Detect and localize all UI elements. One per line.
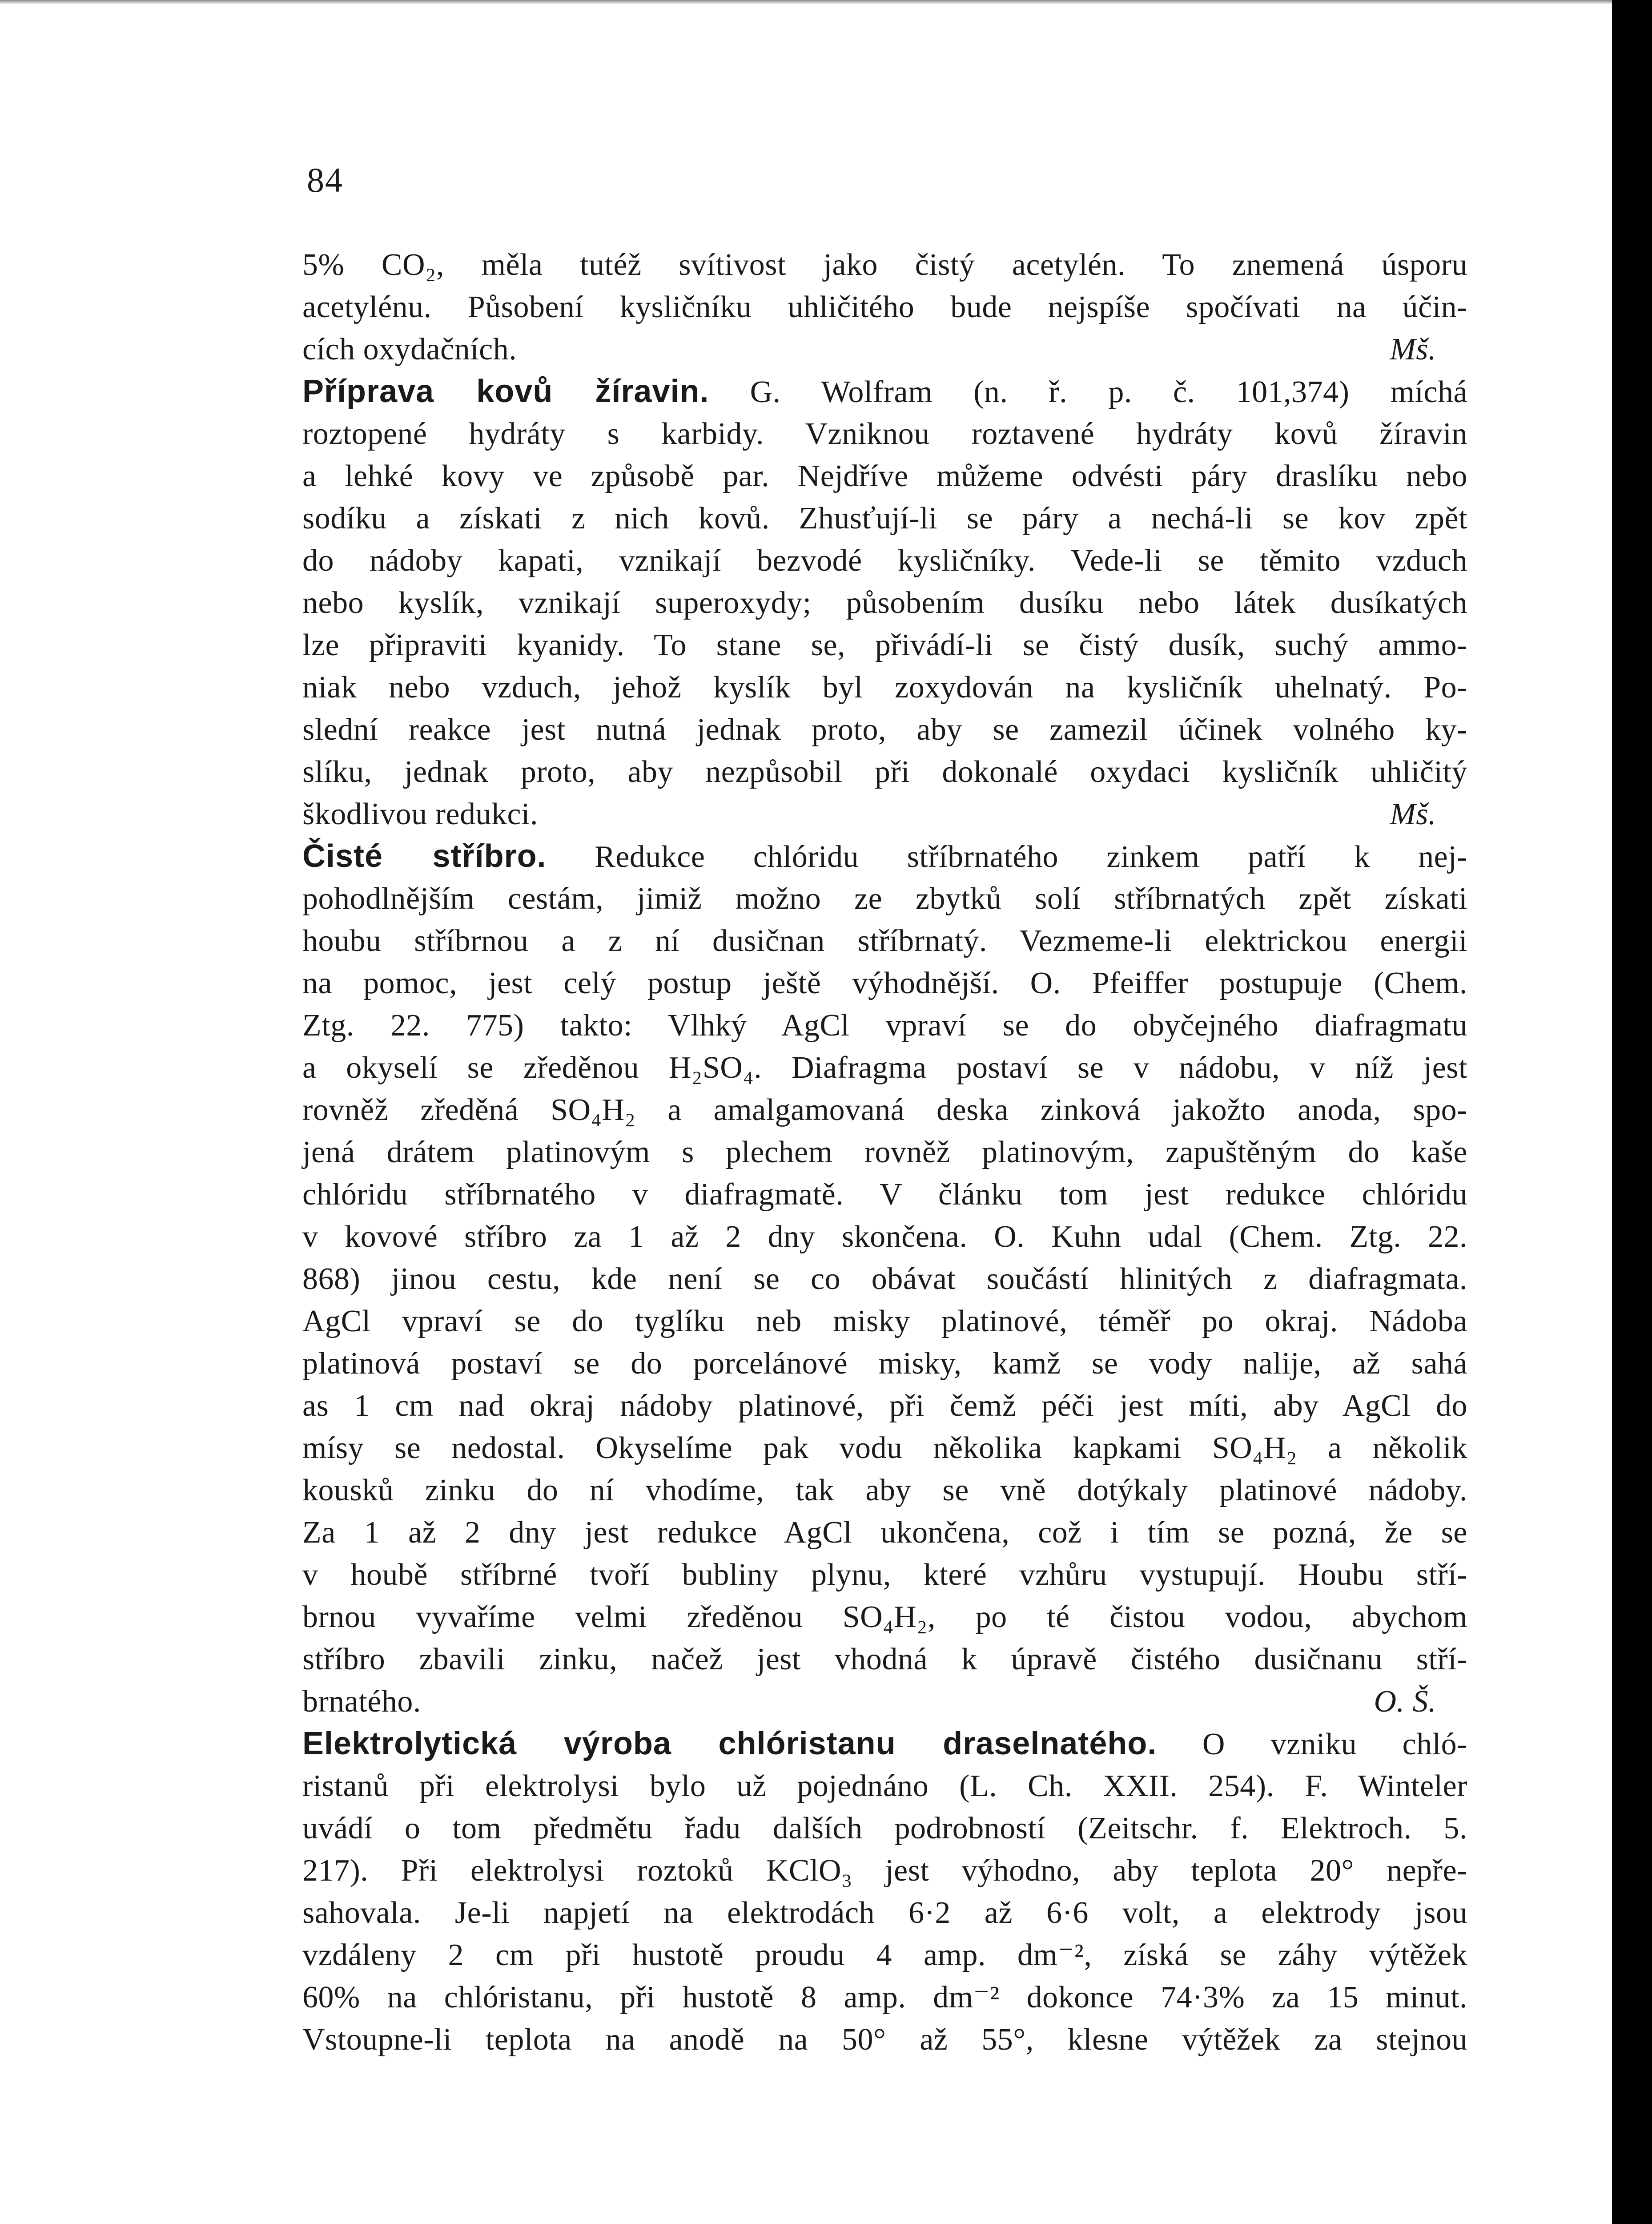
text-line: roztopené hydráty s karbidy. Vzniknou roztavené hydráty kovů žíravin: [302, 417, 1467, 451]
text-line: Ztg. 22. 775) takto: Vlhký AgCl vpraví se do obyčejného diafragmatu: [302, 1008, 1467, 1043]
text-fragment: cích oxydačních.: [302, 332, 517, 367]
text-line: sodíku a získati z nich kovů. Zhusťují-li se páry a nechá-li se kov zpět: [302, 501, 1467, 536]
section-heading: Čisté stříbro.: [302, 838, 547, 874]
text-line: [302, 328, 1467, 371]
text-line: 868) jinou cestu, kde není se co obávat součástí hlinitých z diafragmata.: [302, 1262, 1467, 1296]
text-line: houbu stříbrnou a z ní dusičnan stříbrnatý. Vezmeme-li elektrickou energii: [302, 924, 1467, 958]
text-line: jená drátem platinovým s plechem rovněž platinovým, zapuštěným do kaše: [302, 1135, 1467, 1169]
text-line: v houbě stříbrné tvoří bubliny plynu, které vzhůru vystupují. Houbu stří-: [302, 1558, 1467, 1592]
page-body: [302, 244, 1467, 2061]
text-line: acetylénu. Působení kysličníku uhličitého bude nejspíše spočívati na účin-: [302, 290, 1467, 324]
text-line: [302, 835, 1467, 878]
text-line: mísy se nedostal. Okyselíme pak vodu několika kapkami SO₄H₂ a několik: [302, 1431, 1467, 1465]
text-line: v kovové stříbro za 1 až 2 dny skončena. O. Kuhn udal (Chem. Ztg. 22.: [302, 1220, 1467, 1254]
text-line: [302, 793, 1467, 835]
text-line: sahovala. Je-li napjetí na elektrodách 6·2 až 6·6 volt, a elektrody jsou: [302, 1896, 1467, 1930]
text-line: stříbro zbavili zinku, načež jest vhodná k úpravě čistého dusičnanu stří-: [302, 1642, 1467, 1676]
text-line: pohodlnějším cestám, jimiž možno ze zbytků solí stříbrnatých zpět získati: [302, 882, 1467, 916]
text-line: rovněž zředěná SO₄H₂ a amalgamovaná deska zinková jakožto anoda, spo-: [302, 1093, 1467, 1127]
text-line: 217). Při elektrolysi roztoků KClO₃ jest výhodno, aby teplota 20° nepře-: [302, 1853, 1467, 1888]
text-line: ristanů při elektrolysi bylo už pojednáno (L. Ch. XXII. 254). F. Winteler: [302, 1769, 1467, 1803]
page-number: 84: [307, 161, 343, 199]
text-line: Vstoupne-li teplota na anodě na 50° až 55°, klesne výtěžek za stejnou: [302, 2023, 1467, 2057]
text-line: [302, 1723, 1467, 1765]
text-line: brnou vyvaříme velmi zředěnou SO₄H₂, po té čistou vodou, abychom: [302, 1600, 1467, 1634]
text-line: na pomoc, jest celý postup ještě výhodnější. O. Pfeiffer postupuje (Chem.: [302, 966, 1467, 1000]
text-line: 60% na chlóristanu, při hustotě 8 amp. dm⁻² dokonce 74·3% za 15 minut.: [302, 1980, 1467, 2014]
text-line: as 1 cm nad okraj nádoby platinové, při čemž péči jest míti, aby AgCl do: [302, 1389, 1467, 1423]
text-line: a lehké kovy ve způsobě par. Nejdříve můžeme odvésti páry draslíku nebo: [302, 459, 1467, 493]
author-signature: Mš.: [1390, 797, 1436, 831]
text-line: slíku, jednak proto, aby nezpůsobil při dokonalé oxydaci kysličník uhličitý: [302, 755, 1467, 789]
text-fragment: brnatého.: [302, 1684, 421, 1719]
text-line: platinová postaví se do porcelánové misky, kamž se vody nalije, až sahá: [302, 1346, 1467, 1381]
author-signature: Mš.: [1390, 332, 1436, 367]
text-line: nebo kyslík, vznikají superoxydy; působením dusíku nebo látek dusíkatých: [302, 586, 1467, 620]
text-line: kousků zinku do ní vhodíme, tak aby se vně dotýkaly platinové nádoby.: [302, 1473, 1467, 1507]
text-line: a okyselí se zředěnou H₂SO₄. Diafragma postaví se v nádobu, v níž jest: [302, 1051, 1467, 1085]
section-heading: Příprava kovů žíravin.: [302, 374, 709, 409]
text-line: Za 1 až 2 dny jest redukce AgCl ukončena, což i tím se pozná, že se: [302, 1515, 1467, 1550]
text-line: AgCl vpraví se do tyglíku neb misky platinové, téměř po okraj. Nádoba: [302, 1304, 1467, 1338]
text-line: 5% CO₂, měla tutéž svítivost jako čistý acetylén. To znemená úsporu: [302, 248, 1467, 282]
text-line: do nádoby kapati, vznikají bezvodé kysličníky. Vede-li se těmito vzduch: [302, 544, 1467, 578]
author-signature: O. Š.: [1374, 1684, 1436, 1719]
text-line: lze připraviti kyanidy. To stane se, přivádí-li se čistý dusík, suchý ammo-: [302, 628, 1467, 662]
top-shadow: [0, 0, 1612, 4]
text-fragment: G. Wolfram (n. ř. p. č. 101,374) míchá: [750, 375, 1468, 409]
text-line: vzdáleny 2 cm při hustotě proudu 4 amp. dm⁻², získá se záhy výtěžek: [302, 1938, 1467, 1972]
section-heading: Elektrolytická výroba chlóristanu draselnatého.: [302, 1726, 1157, 1761]
text-line: [302, 1680, 1467, 1723]
scan-edge: [1612, 0, 1652, 2224]
text-line: uvádí o tom předmětu řadu dalších podrobností (Zeitschr. f. Elektroch. 5.: [302, 1811, 1467, 1845]
text-fragment: Redukce chlóridu stříbrnatého zinkem patří k nej-: [595, 840, 1467, 874]
text-line: chlóridu stříbrnatého v diafragmatě. V článku tom jest redukce chlóridu: [302, 1177, 1467, 1212]
text-fragment: O vzniku chló-: [1202, 1727, 1467, 1761]
text-line: slední reakce jest nutná jednak proto, aby se zamezil účinek volného ky-: [302, 713, 1467, 747]
text-fragment: škodlivou redukci.: [302, 797, 539, 831]
text-line: [302, 371, 1467, 413]
text-line: niak nebo vzduch, jehož kyslík byl zoxydován na kysličník uhelnatý. Po-: [302, 670, 1467, 705]
